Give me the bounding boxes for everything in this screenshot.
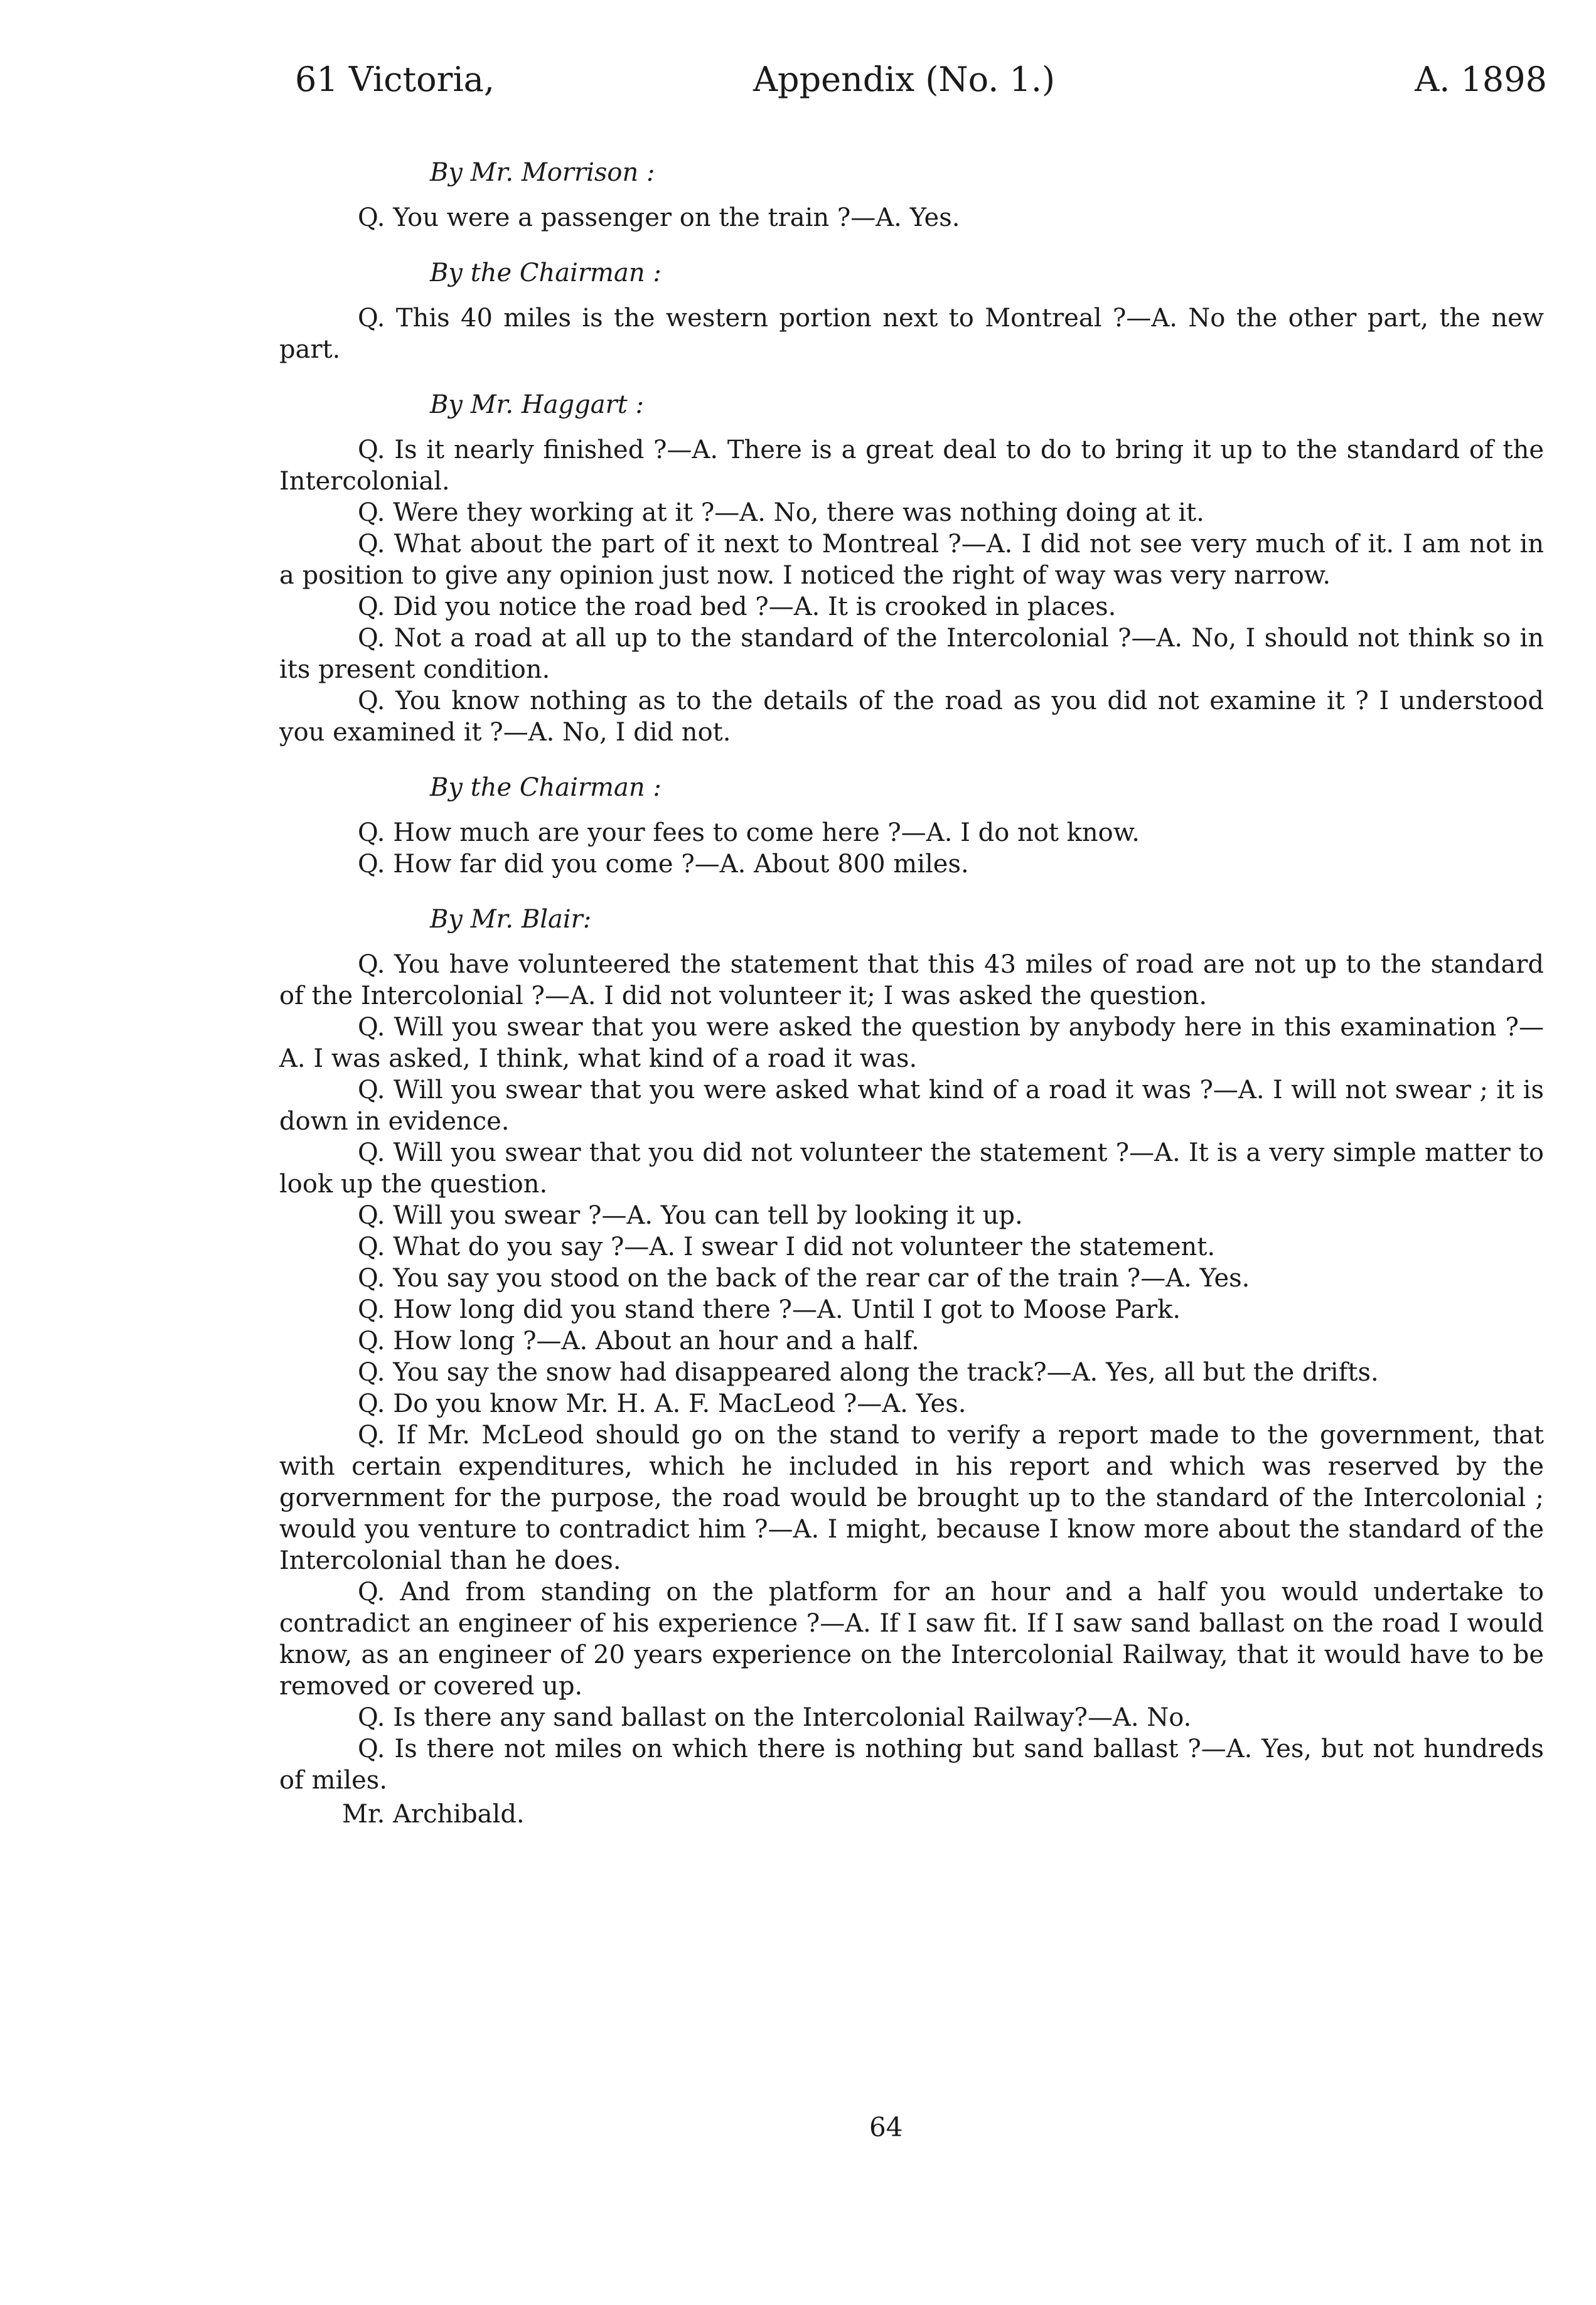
question-answer: Q. Will you swear ?—A. You can tell by looking it up.: [358, 1201, 1023, 1230]
question-answer: Q. Did you notice the road bed ?—A. It is crooked in places.: [358, 592, 1117, 621]
question-answer: Q. Will you swear that you did not volunteer the statement ?—A. It is a very simple matter to look up the question.: [279, 1138, 1544, 1199]
question-answer: Q. Is there not miles on which there is nothing but sand ballast ?—A. Yes, but not hundreds of miles.: [279, 1735, 1544, 1795]
question-answer: Q. You say the snow had disappeared along the track?—A. Yes, all but the drifts.: [358, 1358, 1379, 1387]
question-answer: Q. Do you know Mr. H. A. F. MacLeod ?—A. Yes.: [358, 1389, 967, 1418]
page-number: 64: [869, 2112, 903, 2142]
question-answer: Q. How far did you come ?—A. About 800 miles.: [358, 850, 969, 879]
testimony-section: [279, 904, 1544, 1796]
question-answer: Q. What do you say ?—A. I swear I did not volunteer the statement.: [358, 1233, 1216, 1261]
testimony-section: [279, 157, 1544, 233]
testimony-section: [279, 389, 1544, 748]
question-answer: Q. Were they working at it ?—A. No, there was nothing doing at it.: [358, 498, 1204, 527]
question-answer: Q. What about the part of it next to Montreal ?—A. I did not see very much of it. I am not in a position to give any opinion just now. I noticed the right of way was very narrow.: [279, 530, 1544, 590]
question-answer: Q. Is it nearly finished ?—A. There is a great deal to do to bring it up to the standard of the Intercolonial.: [279, 436, 1544, 496]
header-appendix: Appendix (No. 1.): [753, 60, 1056, 99]
speaker-heading: By the Chairman :: [430, 773, 661, 802]
header-session: 61 Victoria,: [295, 60, 495, 99]
running-header: [295, 60, 1547, 116]
question-answer: Q. You have volunteered the statement that this 43 miles of road are not up to the standard of the Intercolonial ?—A. I did not volunteer it; I was asked the question.: [279, 950, 1544, 1010]
question-answer: Q. And from standing on the platform for an hour and a half you would undertake to contradict an engineer of his experience ?—A. If I saw fit. If I saw sand ballast on the road I would know, as an engineer of 20 years experience on the Intercolonial Railway, that it would have to be removed or covered up.: [279, 1578, 1544, 1701]
question-answer: Q. Will you swear that you were asked what kind of a road it was ?—A. I will not swear ; it is down in evidence.: [279, 1076, 1544, 1136]
testimony-section: [279, 772, 1544, 880]
speaker-heading: By Mr. Morrison :: [430, 158, 655, 187]
testimony-section: [279, 257, 1544, 365]
header-year: A. 1898: [1415, 60, 1547, 99]
question-answer: Q. If Mr. McLeod should go on the stand to verify a report made to the government, that with certain expenditures, which he included in his report and which was reserved by the gorvernment for the purpose, the road would be brought up to the standard of the Intercolonial ; would you venture to contradict him ?—A. I might, because I know more about the standard of the Intercolonial than he does.: [279, 1421, 1544, 1575]
speaker-heading: By the Chairman :: [430, 259, 661, 287]
question-answer: Q. How long did you stand there ?—A. Until I got to Moose Park.: [358, 1295, 1181, 1324]
question-answer: Q. How much are your fees to come here ?—A. I do not know.: [358, 818, 1140, 847]
question-answer: Q. You say you stood on the back of the rear car of the train ?—A. Yes.: [358, 1264, 1250, 1293]
speaker-heading: By Mr. Blair:: [430, 905, 592, 934]
question-answer: Q. Not a road at all up to the standard of the Intercolonial ?—A. No, I should not think so in its present condition.: [279, 624, 1544, 684]
closing-speaker: Mr. Archibald.: [342, 1800, 525, 1829]
question-answer: Q. This 40 miles is the western portion next to Montreal ?—A. No the other part, the new part.: [279, 304, 1544, 364]
question-answer: Q. Is there any sand ballast on the Intercolonial Railway?—A. No.: [358, 1703, 1192, 1732]
testimony-body: [279, 157, 1544, 1830]
question-answer: Q. You were a passenger on the train ?—A. Yes.: [358, 203, 960, 232]
question-answer: Q. How long ?—A. About an hour and a half.: [358, 1327, 919, 1356]
question-answer: Q. You know nothing as to the details of the road as you did not examine it ? I understood you examined it ?—A. No, I did not.: [279, 687, 1544, 747]
speaker-heading: By Mr. Haggart :: [430, 390, 644, 419]
question-answer: Q. Will you swear that you were asked the question by anybody here in this examination ?—A. I was asked, I think, what kind of a road it was.: [279, 1013, 1544, 1073]
